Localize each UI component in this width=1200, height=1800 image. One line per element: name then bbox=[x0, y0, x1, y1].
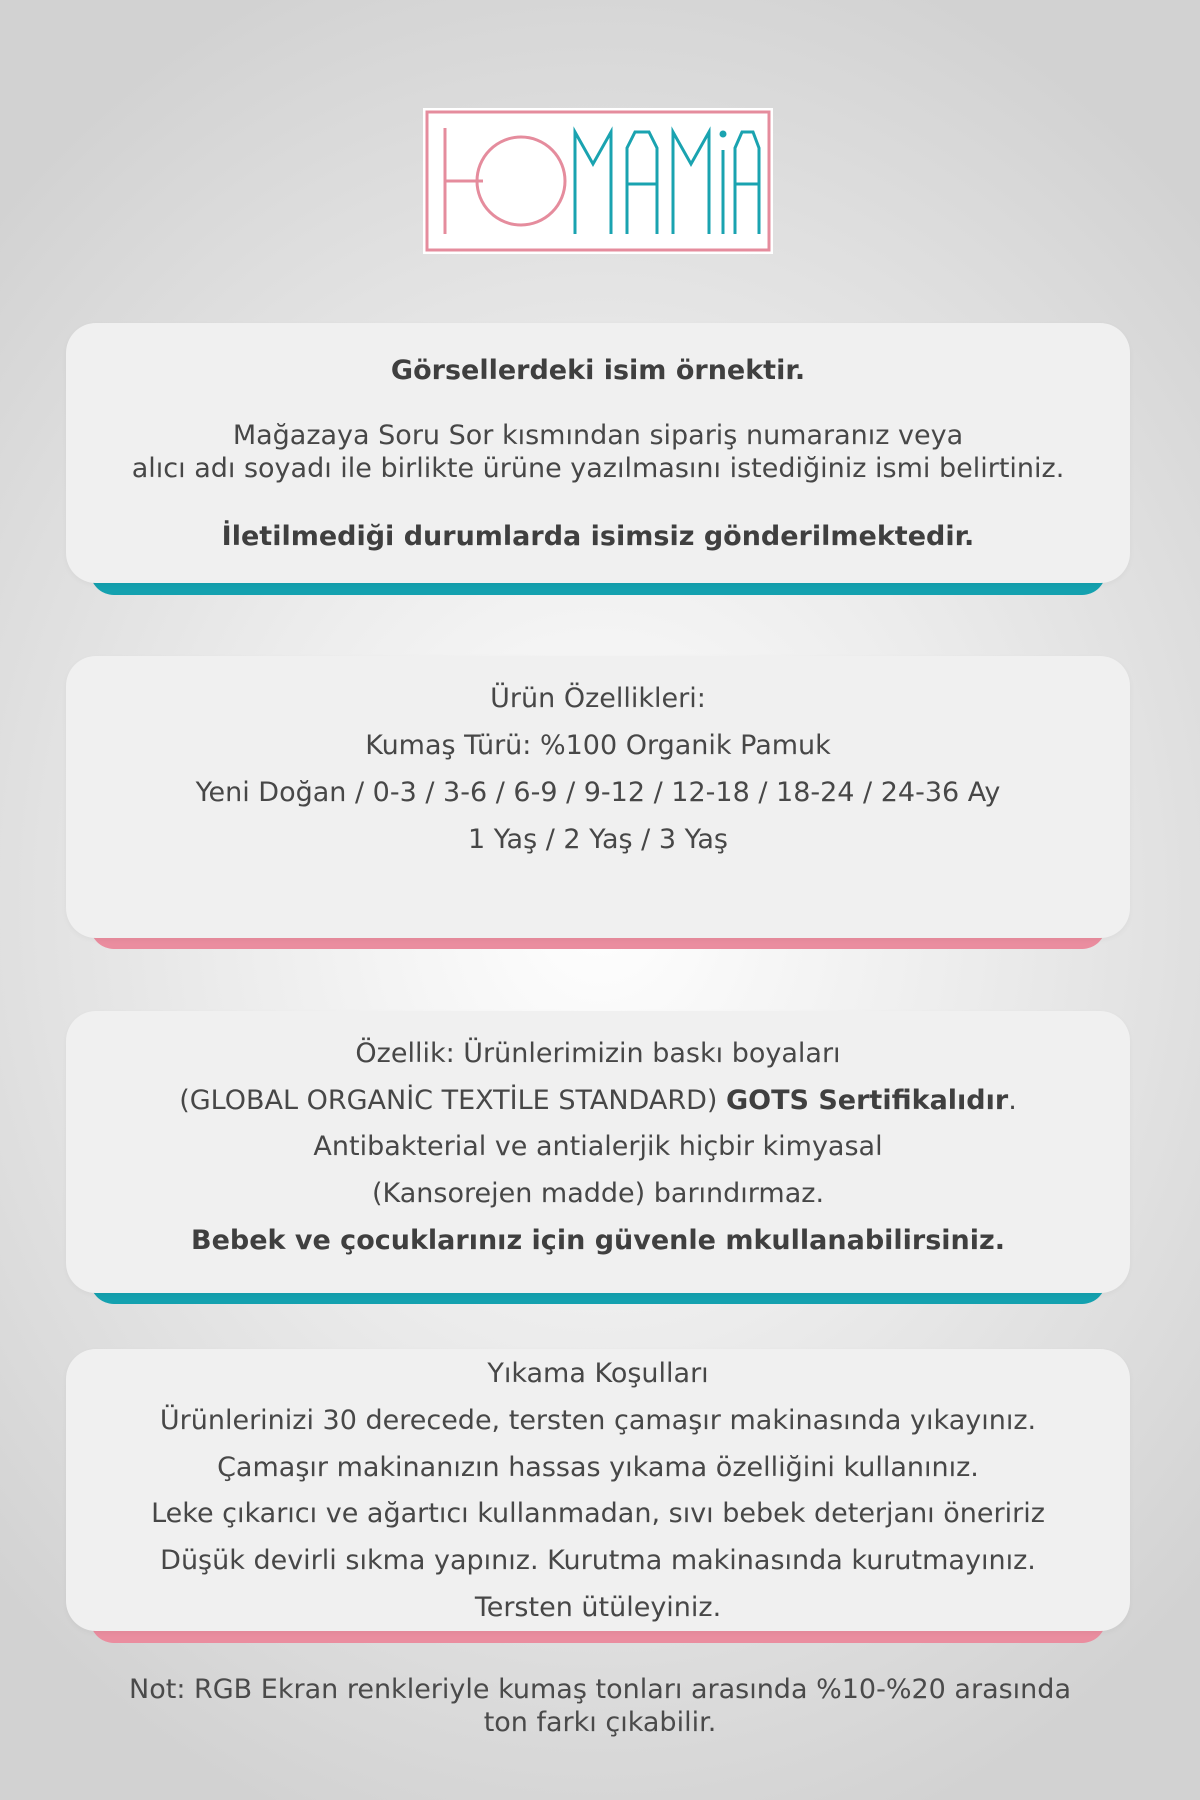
washing-item: Leke çıkarıcı ve ağartıcı kullanmadan, sıvı bebek deterjanı öneririz bbox=[151, 1498, 1045, 1529]
notice-title: Görsellerdeki isim örnektir. bbox=[390, 355, 806, 386]
cert-line-3: Antibakterial ve antialerjik hiçbir kimyasal bbox=[313, 1131, 883, 1162]
gots-certified-text: GOTS Sertifikalıdır bbox=[725, 1085, 1009, 1116]
sizes-years: 1 Yaş / 2 Yaş / 3 Yaş bbox=[468, 824, 728, 855]
washing-item: Tersten ütüleyiniz. bbox=[474, 1592, 722, 1623]
notice-warning: İletilmediği durumlarda isimsiz gönderilmektedir. bbox=[221, 521, 975, 552]
certification-card bbox=[66, 1011, 1130, 1293]
brand-logo bbox=[423, 108, 773, 254]
product-features-card bbox=[66, 656, 1130, 938]
homamia-logo-mark bbox=[423, 108, 773, 254]
cert-standard-text: (GLOBAL ORGANİC TEXTİLE STANDARD) bbox=[179, 1085, 726, 1116]
cert-line-1: Özellik: Ürünlerimizin baskı boyaları bbox=[355, 1038, 841, 1069]
notice-instruction-line-2: alıcı adı soyadı ile birlikte ürüne yazılmasını istediğiniz ismi belirtiniz. bbox=[131, 453, 1065, 484]
cert-line-2 bbox=[66, 1084, 1130, 1117]
washing-conditions-card bbox=[66, 1349, 1130, 1631]
washing-heading: Yıkama Koşulları bbox=[487, 1358, 709, 1389]
washing-item: Düşük devirli sıkma yapınız. Kurutma makinasında kurutmayınız. bbox=[160, 1545, 1036, 1576]
note-line-1: Not: RGB Ekran renkleriyle kumaş tonları arasında %10-%20 arasında bbox=[129, 1674, 1071, 1705]
cert-safety-statement: Bebek ve çocuklarınız için güvenle mkullanabilirsiniz. bbox=[190, 1225, 1006, 1256]
name-notice-card bbox=[66, 323, 1130, 583]
fabric-type: Kumaş Türü: %100 Organik Pamuk bbox=[365, 730, 831, 761]
washing-item: Ürünlerinizi 30 derecede, tersten çamaşır makinasında yıkayınız. bbox=[159, 1405, 1037, 1436]
sizes-months: Yeni Doğan / 0-3 / 3-6 / 6-9 / 9-12 / 12-18 / 18-24 / 24-36 Ay bbox=[195, 777, 1001, 808]
features-heading: Ürün Özellikleri: bbox=[490, 683, 706, 714]
notice-instruction-line-1: Mağazaya Soru Sor kısmından sipariş numaranız veya bbox=[232, 420, 964, 451]
washing-item: Çamaşır makinanızın hassas yıkama özelliğini kullanınız. bbox=[217, 1452, 979, 1483]
cert-line-2-period: . bbox=[1008, 1085, 1017, 1116]
cert-line-4: (Kansorejen madde) barındırmaz. bbox=[371, 1178, 825, 1209]
note-line-2: ton farkı çıkabilir. bbox=[483, 1707, 717, 1738]
color-disclaimer-note bbox=[0, 1673, 1200, 1739]
